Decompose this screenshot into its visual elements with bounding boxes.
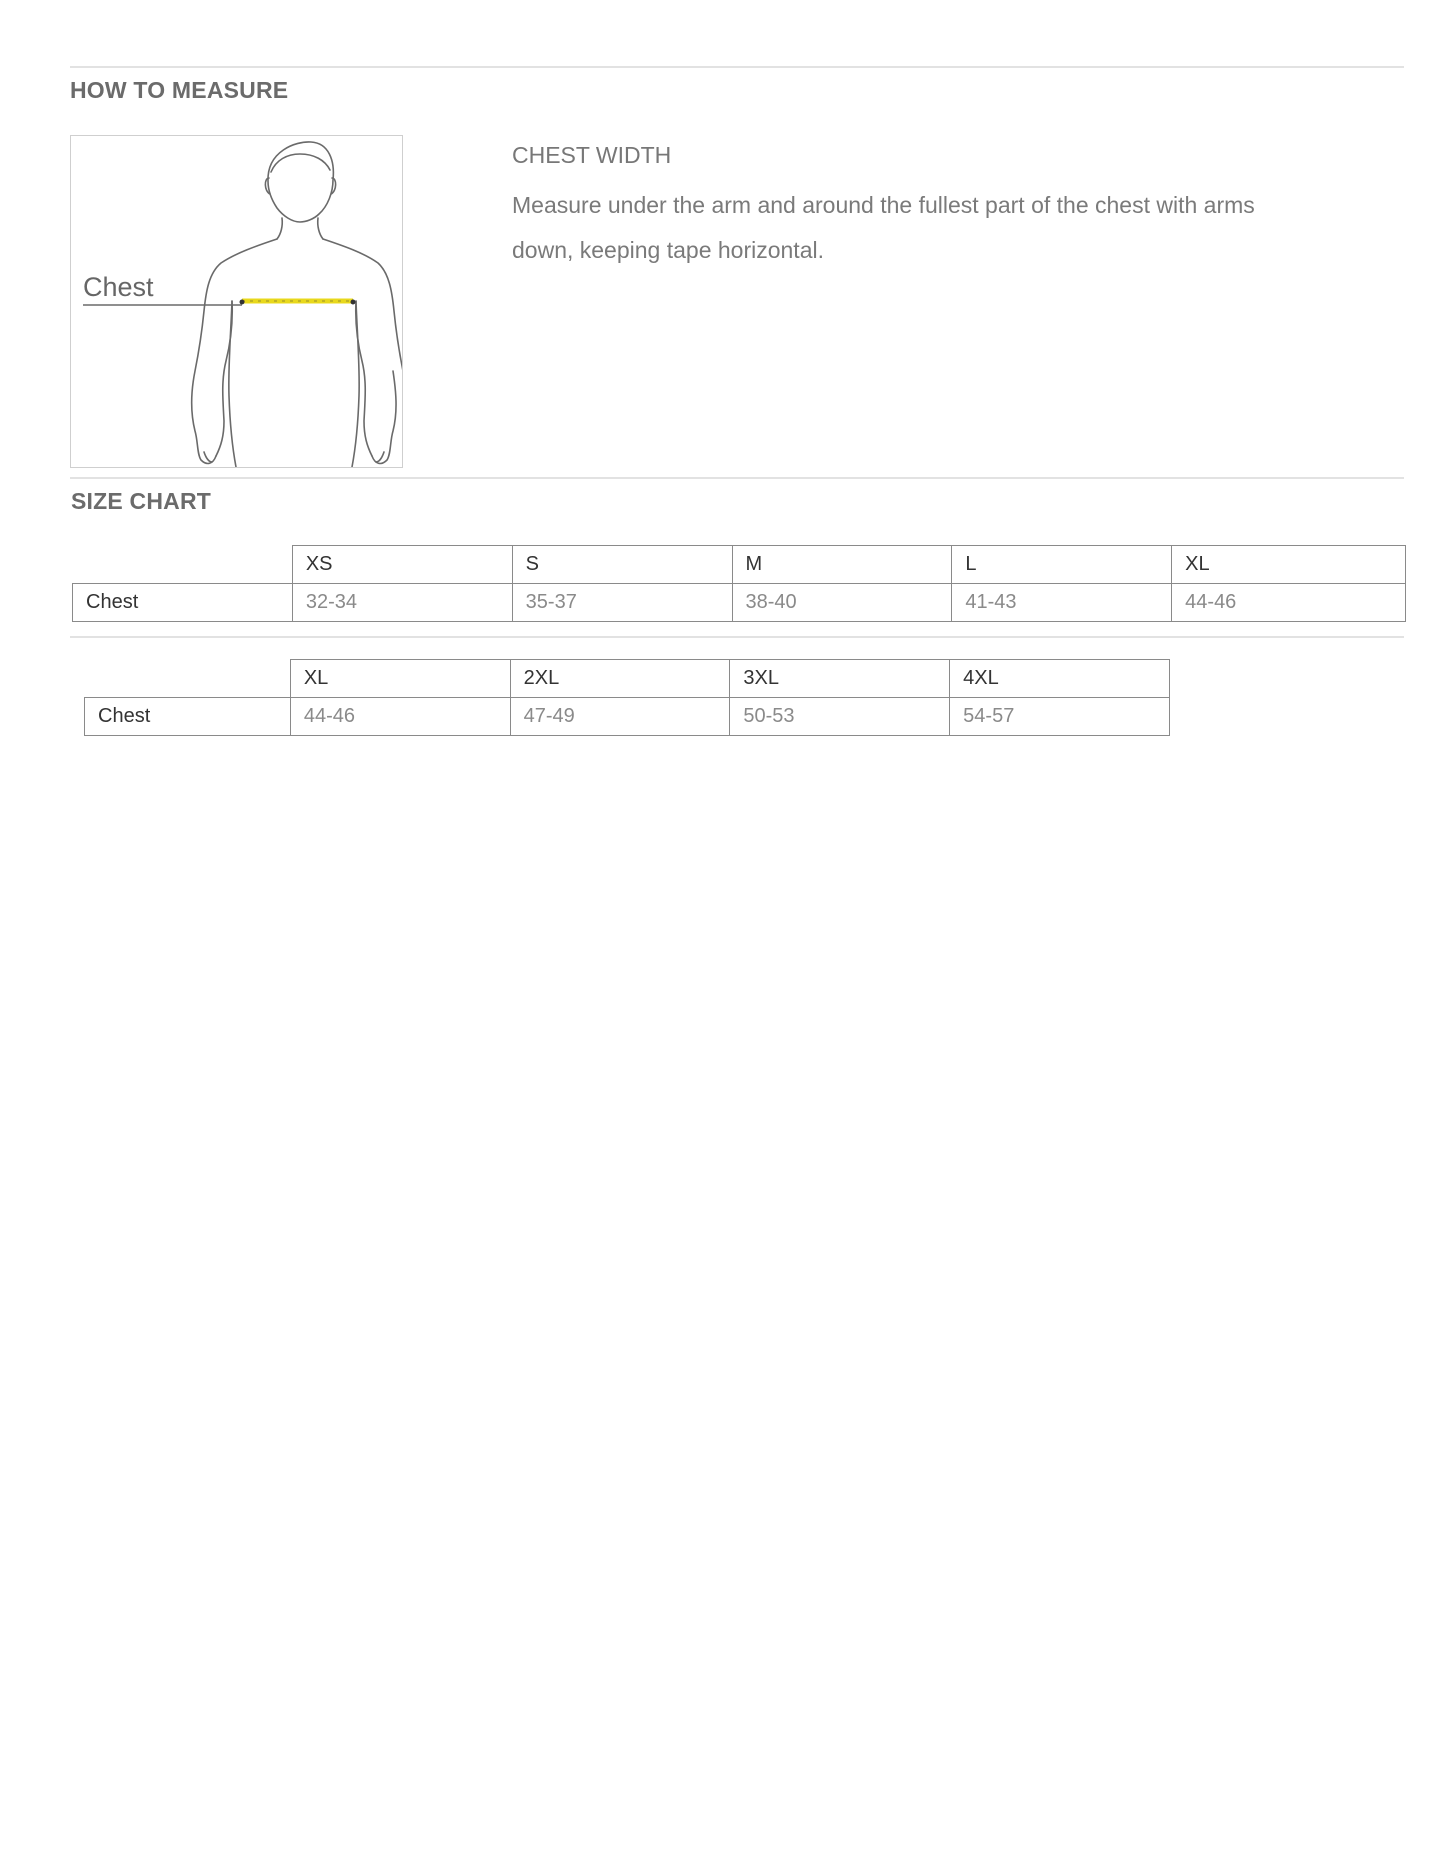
size-table-2 xyxy=(84,659,1170,736)
size-header-cell: XL xyxy=(1172,546,1406,584)
size-header-cell: 2XL xyxy=(510,660,730,698)
chest-value-cell: 41-43 xyxy=(952,584,1172,622)
chest-value-cell: 44-46 xyxy=(1172,584,1406,622)
size-header-cell: 3XL xyxy=(730,660,950,698)
chest-value-cell: 50-53 xyxy=(730,698,950,736)
chest-value-cell: 44-46 xyxy=(290,698,510,736)
table-row xyxy=(85,660,1170,698)
table-row xyxy=(73,546,1406,584)
chest-value-cell: 38-40 xyxy=(732,584,952,622)
size-header-cell: M xyxy=(732,546,952,584)
body-outline-illustration xyxy=(71,136,402,467)
table-row xyxy=(73,584,1406,622)
row-label-cell: Chest xyxy=(73,584,293,622)
how-to-measure-title: HOW TO MEASURE xyxy=(70,77,289,103)
table-row xyxy=(85,698,1170,736)
size-table-1 xyxy=(72,545,1406,622)
size-header-cell: XS xyxy=(292,546,512,584)
empty-corner-cell xyxy=(85,660,291,698)
empty-corner-cell xyxy=(73,546,293,584)
size-header-cell: 4XL xyxy=(950,660,1170,698)
chest-width-heading: CHEST WIDTH xyxy=(512,142,672,168)
top-divider xyxy=(70,66,1404,68)
table-divider xyxy=(70,636,1404,638)
size-header-cell: S xyxy=(512,546,732,584)
size-chart-divider xyxy=(70,477,1404,479)
chest-width-instructions: Measure under the arm and around the fullest part of the chest with arms down, keeping tape horizontal. xyxy=(512,192,1255,263)
chest-value-cell: 47-49 xyxy=(510,698,730,736)
size-chart-title: SIZE CHART xyxy=(71,488,211,514)
chest-value-cell: 35-37 xyxy=(512,584,732,622)
chest-measure-figure xyxy=(70,135,403,468)
chest-value-cell: 32-34 xyxy=(292,584,512,622)
size-header-cell: XL xyxy=(290,660,510,698)
chest-value-cell: 54-57 xyxy=(950,698,1170,736)
row-label-cell: Chest xyxy=(85,698,291,736)
size-header-cell: L xyxy=(952,546,1172,584)
chest-figure-label: Chest xyxy=(83,272,154,302)
